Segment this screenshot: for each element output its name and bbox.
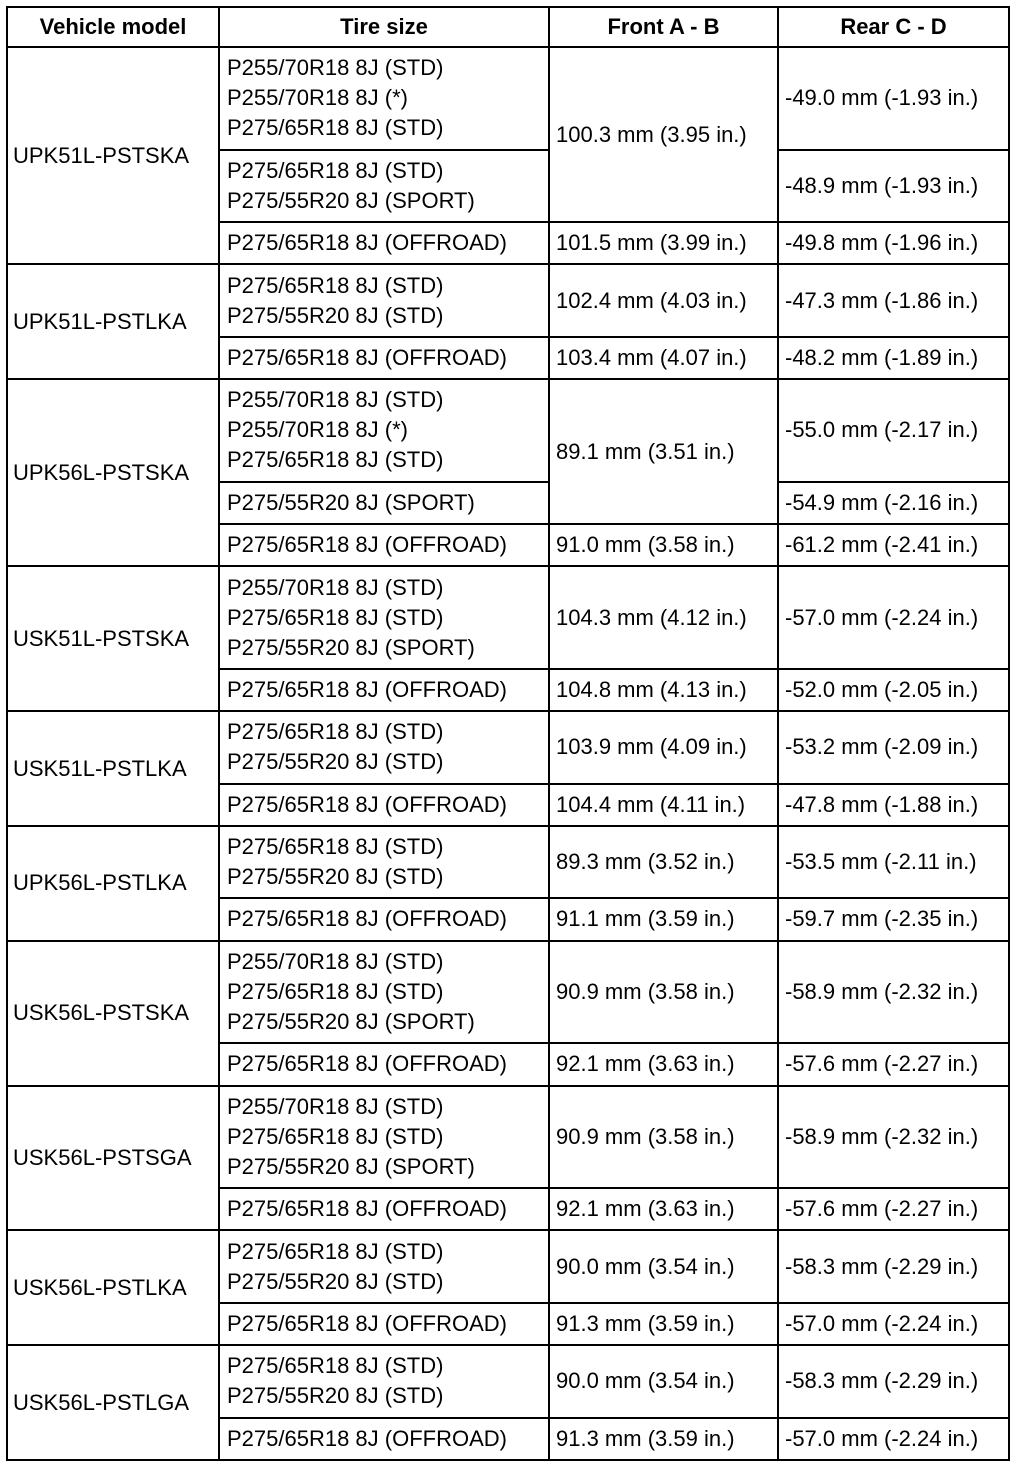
tire-size-line: P275/55R20 8J (SPORT) xyxy=(227,187,475,213)
rear-value-cell: -57.0 mm (-2.24 in.) xyxy=(778,1303,1009,1345)
front-value-cell: 92.1 mm (3.63 in.) xyxy=(549,1188,778,1230)
tire-size-line: P275/65R18 8J (STD) xyxy=(227,157,444,183)
tire-size-line: P275/55R20 8J (SPORT) xyxy=(227,1153,475,1179)
rear-value-cell: -59.7 mm (-2.35 in.) xyxy=(778,898,1009,940)
header-rear: Rear C - D xyxy=(778,7,1009,47)
front-value-cell: 91.3 mm (3.59 in.) xyxy=(549,1418,778,1460)
header-row xyxy=(7,7,1009,47)
tire-size-cell xyxy=(219,1230,549,1302)
front-value-cell: 90.9 mm (3.58 in.) xyxy=(549,1086,778,1189)
rear-value-cell: -47.8 mm (-1.88 in.) xyxy=(778,784,1009,826)
tire-size-line: P255/70R18 8J (*) xyxy=(227,417,408,443)
tire-size-line: P275/65R18 8J (STD) xyxy=(227,834,444,860)
tire-size-cell xyxy=(219,1303,549,1345)
tire-size-line: P255/70R18 8J (STD) xyxy=(227,387,444,413)
tire-size-cell xyxy=(219,1418,549,1460)
rear-value-cell: -58.9 mm (-2.32 in.) xyxy=(778,941,1009,1044)
table-row xyxy=(7,941,1009,1044)
vehicle-model-cell: USK51L-PSTLKA xyxy=(7,711,219,826)
tire-size-cell xyxy=(219,379,549,482)
rear-value-cell: -57.0 mm (-2.24 in.) xyxy=(778,1418,1009,1460)
rear-value-cell: -58.9 mm (-2.32 in.) xyxy=(778,1086,1009,1189)
vehicle-model-cell: USK56L-PSTSGA xyxy=(7,1086,219,1231)
rear-value-cell: -53.2 mm (-2.09 in.) xyxy=(778,711,1009,783)
tire-size-line: P275/65R18 8J (STD) xyxy=(227,115,444,141)
front-value-cell: 89.3 mm (3.52 in.) xyxy=(549,826,778,898)
table-row xyxy=(7,1230,1009,1302)
tire-size-line: P275/65R18 8J (STD) xyxy=(227,1123,444,1149)
header-vehicle-model: Vehicle model xyxy=(7,7,219,47)
tire-size-line: P275/65R18 8J (OFFROAD) xyxy=(227,677,507,703)
front-value-cell: 101.5 mm (3.99 in.) xyxy=(549,222,778,264)
front-value-cell: 103.4 mm (4.07 in.) xyxy=(549,337,778,379)
tire-size-line: P275/55R20 8J (STD) xyxy=(227,864,444,890)
vehicle-model-cell: USK56L-PSTLKA xyxy=(7,1230,219,1345)
tire-size-line: P275/55R20 8J (SPORT) xyxy=(227,489,475,515)
tire-size-cell xyxy=(219,1086,549,1189)
table-row xyxy=(7,47,1009,150)
tire-size-line: P275/65R18 8J (STD) xyxy=(227,1238,444,1264)
tire-size-line: P275/65R18 8J (OFFROAD) xyxy=(227,1310,507,1336)
vehicle-model-cell: UPK51L-PSTSKA xyxy=(7,47,219,264)
table-row xyxy=(7,1345,1009,1417)
tire-size-line: P275/65R18 8J (OFFROAD) xyxy=(227,344,507,370)
vehicle-model-cell: UPK56L-PSTSKA xyxy=(7,379,219,566)
tire-size-cell xyxy=(219,566,549,669)
rear-value-cell: -57.6 mm (-2.27 in.) xyxy=(778,1043,1009,1085)
vehicle-model-cell: USK56L-PSTSKA xyxy=(7,941,219,1086)
table-row xyxy=(7,566,1009,669)
rear-value-cell: -54.9 mm (-2.16 in.) xyxy=(778,482,1009,524)
tire-size-line: P275/55R20 8J (SPORT) xyxy=(227,1008,475,1034)
tire-size-line: P275/55R20 8J (STD) xyxy=(227,1383,444,1409)
tire-offset-table xyxy=(6,6,1010,1461)
header-tire-size: Tire size xyxy=(219,7,549,47)
rear-value-cell: -47.3 mm (-1.86 in.) xyxy=(778,264,1009,336)
vehicle-model-cell: USK51L-PSTSKA xyxy=(7,566,219,711)
tire-size-cell xyxy=(219,1188,549,1230)
header-front: Front A - B xyxy=(549,7,778,47)
rear-value-cell: -58.3 mm (-2.29 in.) xyxy=(778,1230,1009,1302)
front-value-cell: 90.0 mm (3.54 in.) xyxy=(549,1345,778,1417)
vehicle-model-cell: USK56L-PSTLGA xyxy=(7,1345,219,1460)
rear-value-cell: -58.3 mm (-2.29 in.) xyxy=(778,1345,1009,1417)
tire-size-line: P255/70R18 8J (STD) xyxy=(227,1093,444,1119)
tire-size-cell xyxy=(219,482,549,524)
front-value-cell: 92.1 mm (3.63 in.) xyxy=(549,1043,778,1085)
table-body xyxy=(7,47,1009,1460)
front-value-cell: 104.8 mm (4.13 in.) xyxy=(549,669,778,711)
vehicle-model-cell: UPK51L-PSTLKA xyxy=(7,264,219,379)
table-row xyxy=(7,379,1009,482)
tire-size-line: P275/65R18 8J (STD) xyxy=(227,1353,444,1379)
front-value-cell: 90.0 mm (3.54 in.) xyxy=(549,1230,778,1302)
tire-size-cell xyxy=(219,826,549,898)
front-value-cell: 89.1 mm (3.51 in.) xyxy=(549,379,778,524)
rear-value-cell: -48.2 mm (-1.89 in.) xyxy=(778,337,1009,379)
tire-size-cell xyxy=(219,524,549,566)
front-value-cell: 104.3 mm (4.12 in.) xyxy=(549,566,778,669)
tire-size-cell xyxy=(219,898,549,940)
table-row xyxy=(7,711,1009,783)
tire-size-line: P275/65R18 8J (STD) xyxy=(227,272,444,298)
rear-value-cell: -49.8 mm (-1.96 in.) xyxy=(778,222,1009,264)
tire-size-line: P275/65R18 8J (STD) xyxy=(227,719,444,745)
rear-value-cell: -57.0 mm (-2.24 in.) xyxy=(778,566,1009,669)
front-value-cell: 103.9 mm (4.09 in.) xyxy=(549,711,778,783)
tire-size-line: P275/65R18 8J (OFFROAD) xyxy=(227,230,507,256)
tire-size-line: P255/70R18 8J (*) xyxy=(227,85,408,111)
tire-size-line: P275/55R20 8J (STD) xyxy=(227,1268,444,1294)
tire-size-cell xyxy=(219,1345,549,1417)
tire-size-line: P275/65R18 8J (OFFROAD) xyxy=(227,532,507,558)
rear-value-cell: -52.0 mm (-2.05 in.) xyxy=(778,669,1009,711)
tire-size-line: P275/55R20 8J (SPORT) xyxy=(227,634,475,660)
front-value-cell: 90.9 mm (3.58 in.) xyxy=(549,941,778,1044)
tire-size-line: P275/55R20 8J (STD) xyxy=(227,302,444,328)
tire-size-line: P255/70R18 8J (STD) xyxy=(227,55,444,81)
tire-size-line: P275/65R18 8J (OFFROAD) xyxy=(227,1051,507,1077)
tire-size-cell xyxy=(219,711,549,783)
front-value-cell: 100.3 mm (3.95 in.) xyxy=(549,47,778,222)
table-row xyxy=(7,264,1009,336)
table-row xyxy=(7,1086,1009,1189)
vehicle-model-cell: UPK56L-PSTLKA xyxy=(7,826,219,941)
tire-size-line: P275/65R18 8J (OFFROAD) xyxy=(227,1425,507,1451)
rear-value-cell: -61.2 mm (-2.41 in.) xyxy=(778,524,1009,566)
tire-size-line: P275/65R18 8J (OFFROAD) xyxy=(227,906,507,932)
tire-size-cell xyxy=(219,222,549,264)
tire-size-line: P275/65R18 8J (STD) xyxy=(227,447,444,473)
front-value-cell: 104.4 mm (4.11 in.) xyxy=(549,784,778,826)
rear-value-cell: -53.5 mm (-2.11 in.) xyxy=(778,826,1009,898)
tire-size-line: P255/70R18 8J (STD) xyxy=(227,574,444,600)
tire-size-cell xyxy=(219,337,549,379)
tire-size-line: P275/65R18 8J (OFFROAD) xyxy=(227,791,507,817)
front-value-cell: 91.0 mm (3.58 in.) xyxy=(549,524,778,566)
tire-size-line: P275/65R18 8J (STD) xyxy=(227,978,444,1004)
tire-size-cell xyxy=(219,941,549,1044)
tire-size-cell xyxy=(219,669,549,711)
table-row xyxy=(7,826,1009,898)
tire-size-line: P255/70R18 8J (STD) xyxy=(227,948,444,974)
front-value-cell: 102.4 mm (4.03 in.) xyxy=(549,264,778,336)
tire-size-cell xyxy=(219,1043,549,1085)
rear-value-cell: -55.0 mm (-2.17 in.) xyxy=(778,379,1009,482)
front-value-cell: 91.1 mm (3.59 in.) xyxy=(549,898,778,940)
tire-size-cell xyxy=(219,264,549,336)
rear-value-cell: -57.6 mm (-2.27 in.) xyxy=(778,1188,1009,1230)
tire-size-line: P275/55R20 8J (STD) xyxy=(227,749,444,775)
rear-value-cell: -49.0 mm (-1.93 in.) xyxy=(778,47,1009,150)
tire-size-line: P275/65R18 8J (STD) xyxy=(227,604,444,630)
tire-size-cell xyxy=(219,47,549,150)
tire-size-cell xyxy=(219,150,549,222)
front-value-cell: 91.3 mm (3.59 in.) xyxy=(549,1303,778,1345)
tire-size-cell xyxy=(219,784,549,826)
rear-value-cell: -48.9 mm (-1.93 in.) xyxy=(778,150,1009,222)
tire-size-line: P275/65R18 8J (OFFROAD) xyxy=(227,1196,507,1222)
